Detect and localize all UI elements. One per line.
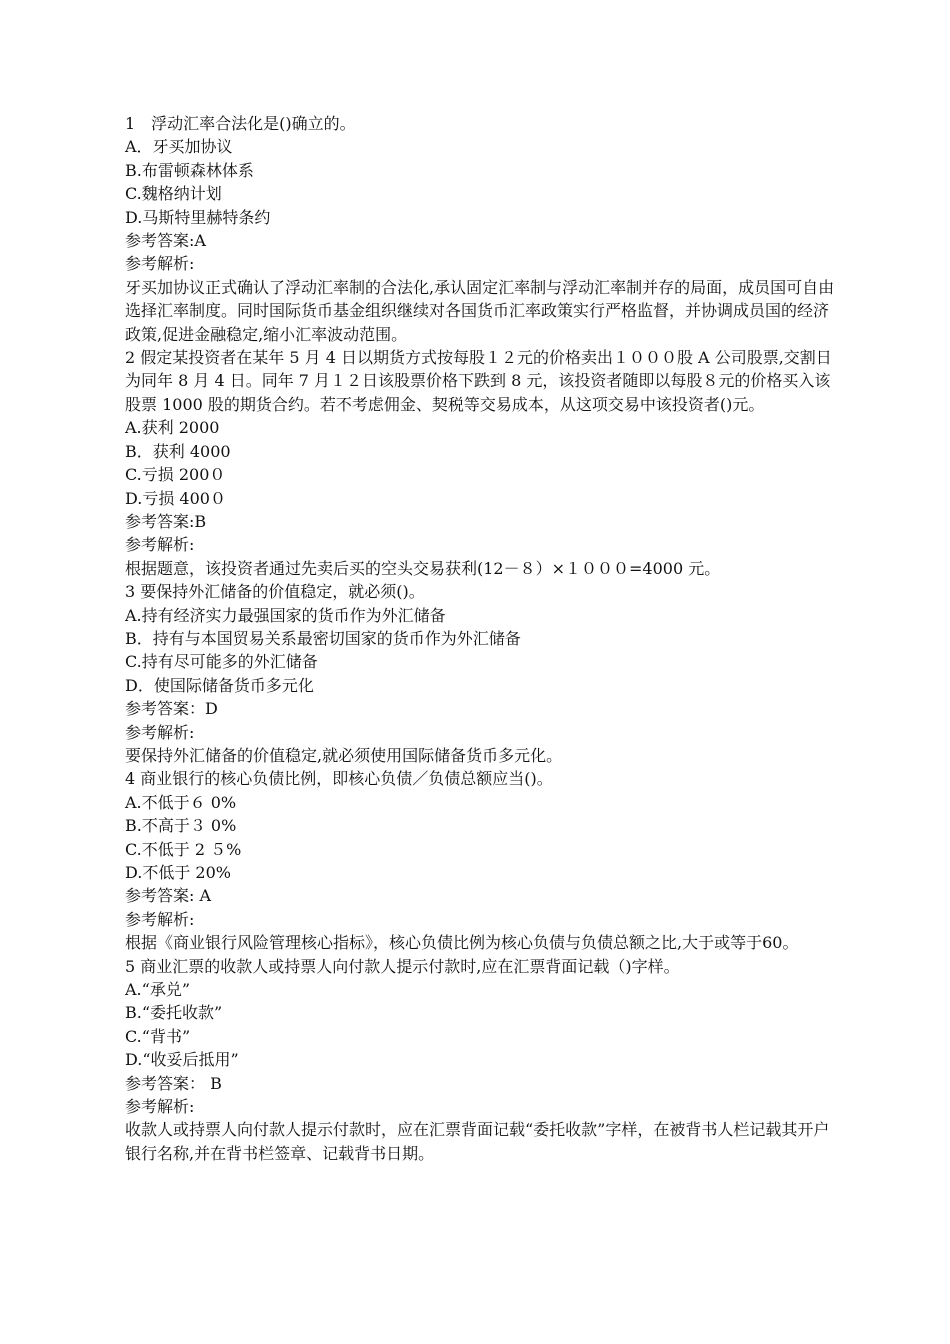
document-page (125, 112, 837, 1165)
option-b: B.不高于３ 0% (125, 816, 237, 836)
option-d: D．使国际储备货币多元化 (125, 675, 314, 695)
analysis-text: 收款人或持票人向付款人提示付款时，应在汇票背面记载“委托收款”字样，在被背书人栏记载其开户银行名称,并在背书栏签章、记载背书日期。 (125, 1120, 830, 1163)
option-d: D.不低于 20% (125, 863, 231, 882)
option-a: A.“承兑” (125, 980, 191, 1000)
reference-answer: 参考答案: A (125, 886, 212, 906)
option-a: A．牙买加协议 (125, 137, 233, 157)
analysis-text: 牙买加协议正式确认了浮动汇率制的合法化,承认固定汇率制与浮动汇率制并存的局面，成员国可自由选择汇率制度。同时国际货币基金组织继续对各国货币汇率政策实行严格监督，并协调成员国的经济政策,促进金融稳定,缩小汇率波动范围。 (125, 277, 835, 344)
reference-answer: 参考答案： B (125, 1073, 222, 1093)
analysis-label: 参考解析: (125, 722, 195, 742)
option-c: C.亏损 200０ (125, 465, 226, 485)
option-b: B.“委托收款” (125, 1003, 223, 1023)
question-5 (125, 955, 837, 1166)
question-4 (125, 767, 837, 954)
option-d: D.亏损 400０ (125, 488, 226, 508)
reference-answer: 参考答案:A (125, 231, 206, 251)
question-stem: 5 商业汇票的收款人或持票人向付款人提示付款时,应在汇票背面记载（)字样。 (125, 956, 680, 976)
option-b: B.布雷顿森林体系 (125, 160, 254, 180)
question-stem: 2 假定某投资者在某年 5 月 4 日以期货方式按每股１２元的价格卖出１０００股 A 公司股票,交割日为同年 8 月 4 日。同年 7 月１２日该股票价格下跌到 8 元，该投资者随即以每股８元的价格买入该股票 1000 股的期货合约。若不考虑佣金、契税等交易成本，从这项交易中该投资者()元。 (125, 348, 832, 414)
question-stem: 1 浮动汇率合法化是()确立的。 (125, 114, 356, 133)
question-stem: 4 商业银行的核心负债比例，即核心负债／负债总额应当()。 (125, 769, 553, 789)
option-c: C.魏格纳计划 (125, 184, 222, 204)
option-a: A.持有经济实力最强国家的货币作为外汇储备 (125, 605, 446, 625)
question-1 (125, 112, 837, 346)
reference-answer: 参考答案：D (125, 699, 218, 719)
option-b: B．持有与本国贸易关系最密切国家的货币作为外汇储备 (125, 628, 521, 648)
option-a: A.获利 2000 (125, 418, 220, 438)
analysis-text: 根据《商业银行风险管理核心指标》，核心负债比例为核心负债与负债总额之比,大于或等于60。 (125, 933, 799, 953)
reference-answer: 参考答案:B (125, 511, 207, 531)
question-3 (125, 580, 837, 767)
analysis-label: 参考解析: (125, 254, 195, 274)
option-a: A.不低于６ 0% (125, 792, 237, 812)
analysis-label: 参考解析: (125, 909, 195, 929)
option-d: D.“收妥后抵用” (125, 1050, 239, 1070)
question-stem: 3 要保持外汇储备的价值稳定，就必须()。 (125, 582, 425, 602)
analysis-label: 参考解析: (125, 535, 195, 555)
option-c: C.“背书” (125, 1026, 191, 1046)
option-d: D.马斯特里赫特条约 (125, 207, 271, 227)
analysis-text: 根据题意，该投资者通过先卖后买的空头交易获利(12－８）×１０００=4000 元。 (125, 558, 721, 578)
analysis-label: 参考解析: (125, 1097, 195, 1117)
option-c: C.持有尽可能多的外汇储备 (125, 652, 318, 672)
option-b: B．获利 4000 (125, 441, 231, 461)
option-c: C.不低于 2 ５% (125, 839, 242, 859)
question-2 (125, 346, 837, 580)
analysis-text: 要保持外汇储备的价值稳定,就必须使用国际储备货币多元化。 (125, 745, 563, 765)
